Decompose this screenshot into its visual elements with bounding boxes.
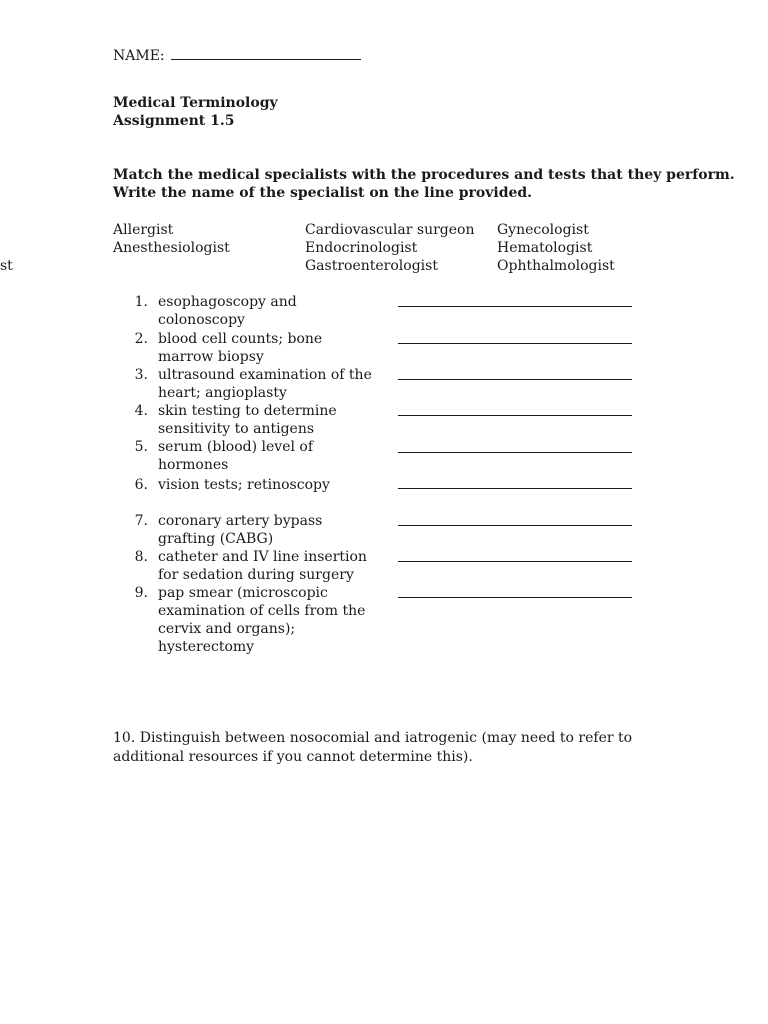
name-row [113, 47, 361, 65]
assignment-title: Assignment 1.5 [113, 113, 235, 129]
name-field[interactable] [171, 47, 361, 60]
question-number: 1. [134, 294, 148, 310]
question-text: pap smear (microscopic examination of cells from the cervix and organs); hysterectomy [158, 585, 366, 655]
question-text: skin testing to determine sensitivity to antigens [158, 403, 337, 437]
question-10: 10. Distinguish between nosocomial and iatrogenic (may need to refer to additional resources if you cannot determine this). [113, 730, 633, 765]
answer-line[interactable] [398, 561, 632, 562]
answer-line[interactable] [398, 452, 632, 453]
name-label: NAME: [113, 48, 165, 64]
question-text: coronary artery bypass grafting (CABG) [158, 513, 323, 547]
question-text: blood cell counts; bone marrow biopsy [158, 331, 323, 365]
instructions-line-1: Match the medical specialists with the procedures and tests that they perform. [113, 167, 735, 183]
word-bank-item: Gastroenterologist [305, 258, 438, 274]
question-text: catheter and IV line insertion for sedation during surgery [158, 549, 367, 583]
question-text: vision tests; retinoscopy [158, 477, 330, 493]
word-bank-edge-fragment: st [0, 258, 13, 274]
answer-line[interactable] [398, 597, 632, 598]
instructions-line-2: Write the name of the specialist on the line provided. [113, 185, 533, 201]
answer-line[interactable] [398, 488, 632, 489]
word-bank-item: Endocrinologist [305, 240, 418, 256]
answer-line[interactable] [398, 415, 632, 416]
question-number: 9. [134, 585, 148, 601]
word-bank-item: Ophthalmologist [497, 258, 615, 274]
question-number: 8. [134, 549, 148, 565]
question-text: ultrasound examination of the heart; angioplasty [158, 367, 372, 401]
word-bank-item: Cardiovascular surgeon [305, 222, 475, 238]
word-bank-item: Hematologist [497, 240, 593, 256]
question-number: 6. [134, 477, 148, 493]
answer-line[interactable] [398, 379, 632, 380]
course-title: Medical Terminology [113, 95, 278, 111]
question-number: 3. [134, 367, 148, 383]
word-bank-item: Anesthesiologist [113, 240, 230, 256]
answer-line[interactable] [398, 343, 632, 344]
question-number: 2. [134, 331, 148, 347]
word-bank-item: Gynecologist [497, 222, 589, 238]
question-number: 4. [134, 403, 148, 419]
answer-line[interactable] [398, 525, 632, 526]
word-bank-item: Allergist [113, 222, 174, 238]
question-text: esophagoscopy and colonoscopy [158, 294, 297, 328]
question-number: 7. [134, 513, 148, 529]
answer-line[interactable] [398, 306, 632, 307]
question-number: 5. [134, 439, 148, 455]
question-text: serum (blood) level of hormones [158, 439, 314, 473]
